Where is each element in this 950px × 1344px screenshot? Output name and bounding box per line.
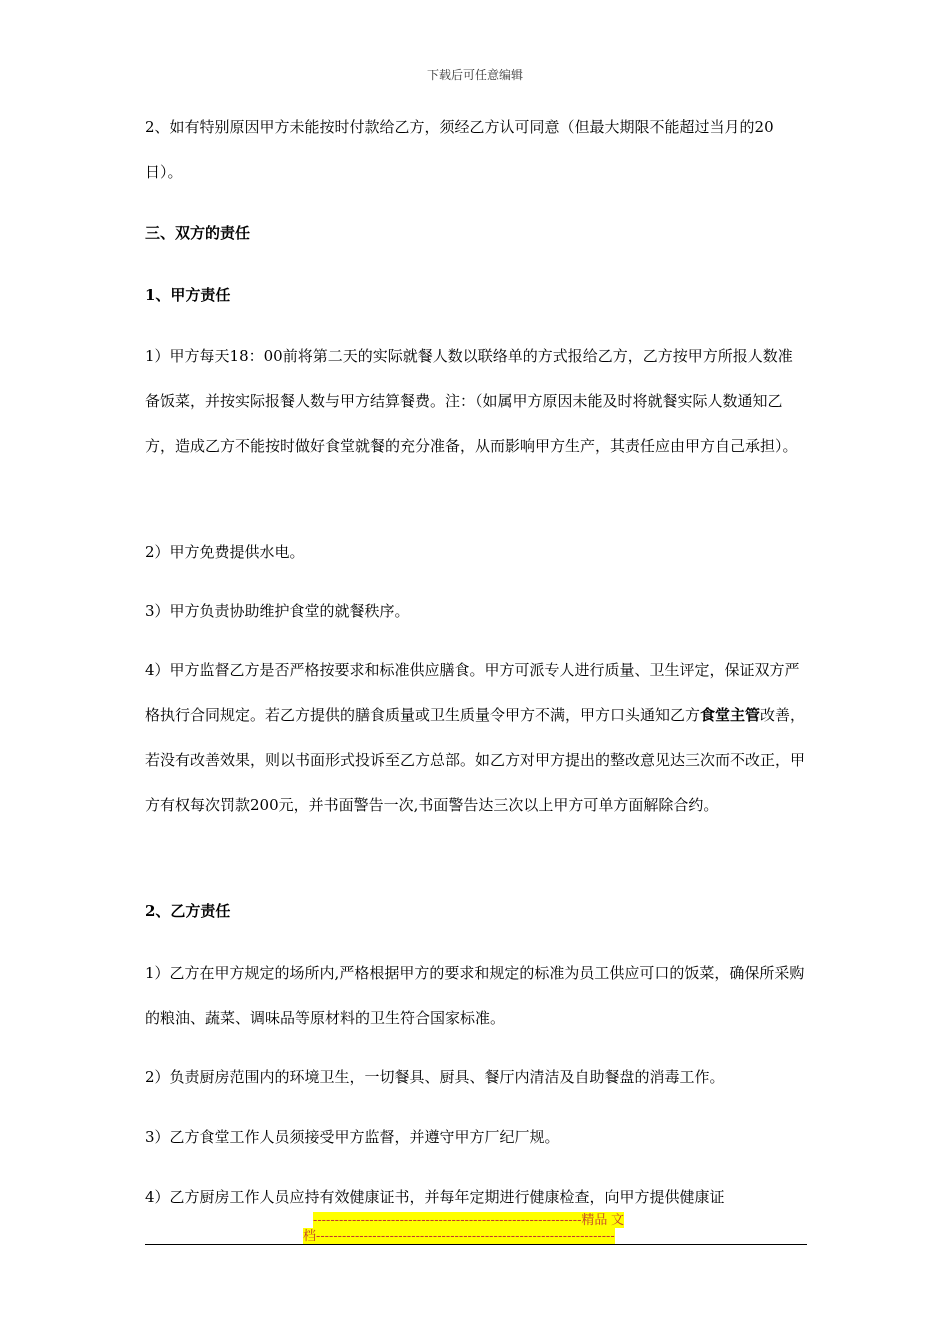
party-b-item-3: 3）乙方食堂工作人员须接受甲方监督，并遵守甲方厂纪厂规。: [145, 1128, 560, 1146]
payment-clause-2: 2、如有特别原因甲方未能按时付款给乙方，须经乙方认可同意（但最大期限不能超过当月的20日）。: [145, 118, 774, 181]
party-a-item-4-part2: 改善，若没有改善效果，则以书面形式投诉至乙方总部。如乙方对甲方提出的整改意见达三次而不改正，甲方有权每次罚款200元，并书面警告一次,书面警告达三次以上甲方可单方面解除合约。: [145, 706, 806, 814]
party-a-item-3: 3）甲方负责协助维护食堂的就餐秩序。: [145, 602, 410, 620]
section-heading-responsibilities: 三、双方的责任: [145, 224, 251, 242]
party-a-item-4: [145, 648, 807, 828]
watermark-line-2: 档---------------------------------------------------------------------: [303, 1228, 615, 1243]
party-a-item-4-part1: 4）甲方监督乙方是否严格按要求和标准供应膳食。甲方可派专人进行质量、卫生评定，保证双方严格执行合同规定。若乙方提供的膳食质量或卫生质量令甲方不满，甲方口头通知乙方: [145, 661, 800, 724]
party-b-item-4: 4）乙方厨房工作人员应持有效健康证书，并每年定期进行健康检查，向甲方提供健康证: [145, 1188, 725, 1206]
party-b-item-2: 2）负责厨房范围内的环境卫生，一切餐具、厨具、餐厅内清洁及自助餐盘的消毒工作。: [145, 1068, 725, 1086]
canteen-supervisor-term: 食堂主管: [700, 706, 761, 724]
party-a-item-1: 1）甲方每天18：00前将第二天的实际就餐人数以联络单的方式报给乙方，乙方按甲方所报人数准备饭菜，并按实际报餐人数与甲方结算餐费。注：（如属甲方原因未能及时将就餐实际人数通知乙方，造成乙方不能按时做好食堂就餐的充分准备，从而影响甲方生产，其责任应由甲方自己承担）。: [145, 347, 798, 455]
party-a-item-2: 2）甲方免费提供水电。: [145, 543, 305, 561]
watermark-line-1: --------------------------------------------------------------精品 文: [313, 1212, 625, 1227]
footer-divider: [145, 1244, 807, 1245]
party-b-item-1: 1）乙方在甲方规定的场所内,严格根据甲方的要求和规定的标准为员工供应可口的饭菜，确保所采购的粮油、蔬菜、调味品等原材料的卫生符合国家标准。: [145, 964, 805, 1027]
subheading-party-b: 2、乙方责任: [145, 902, 231, 920]
page-header: 下载后可任意编辑: [426, 68, 523, 82]
subheading-party-a: 1、甲方责任: [145, 286, 231, 304]
